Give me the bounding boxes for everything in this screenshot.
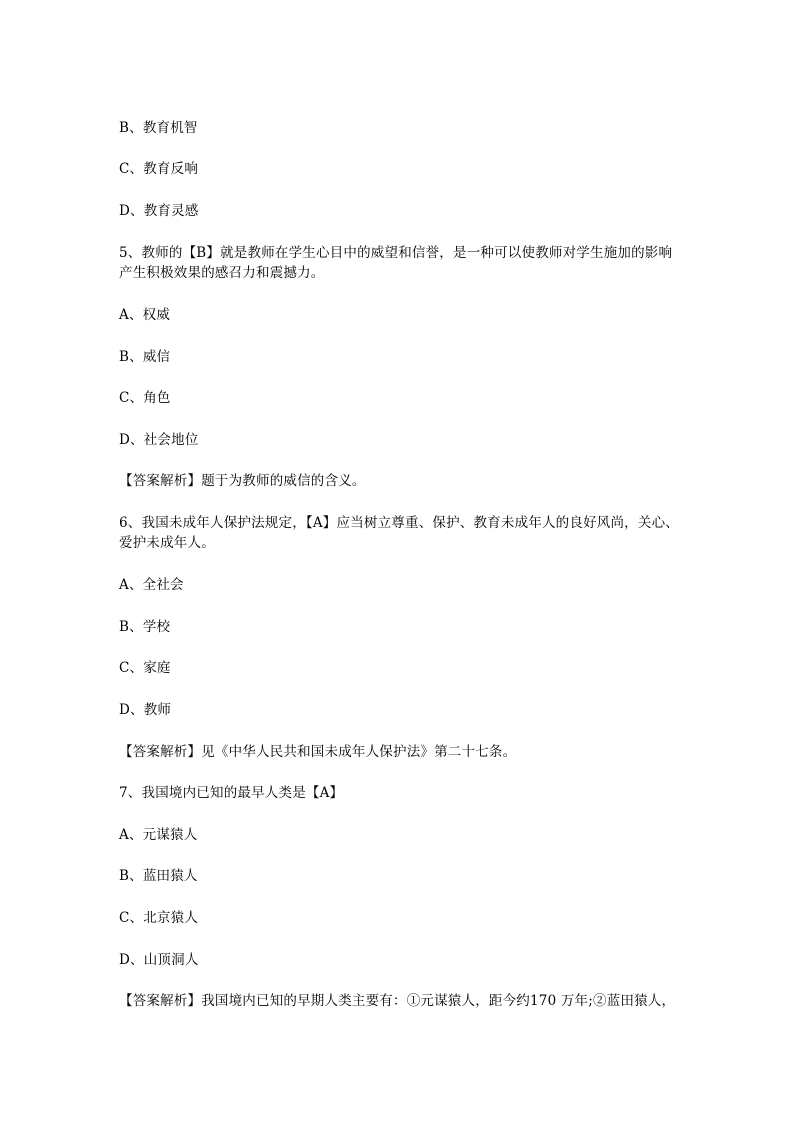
answer-explanation: 【答案解析】题于为教师的威信的含义。 — [119, 473, 366, 489]
option-c: C、家庭 — [119, 660, 171, 676]
option-b: B、教育机智 — [119, 120, 198, 136]
answer-explanation: 【答案解析】我国境内已知的早期人类主要有：①元谋猿人，距今约170 万年;②蓝田猿人， — [119, 993, 676, 1009]
question-5: 5、教师的【B】就是教师在学生心目中的威望和信誉，是一种可以使教师对学生施加的影响产生积极效果的感召力和震撼力。 — [119, 245, 673, 281]
option-d: D、教育灵感 — [119, 203, 199, 219]
option-b: B、蓝田猿人 — [119, 868, 198, 884]
option-d: D、教师 — [119, 702, 172, 718]
option-a: A、全社会 — [119, 577, 184, 593]
option-a: A、元谋猿人 — [119, 827, 198, 843]
option-a: A、权威 — [119, 307, 171, 323]
question-6: 6、我国未成年人保护法规定，【A】应当树立尊重、保护、教育未成年人的良好风尚，关心、爱护未成年人。 — [119, 515, 679, 551]
option-d: D、社会地位 — [119, 432, 199, 448]
answer-explanation: 【答案解析】见《中华人民共和国未成年人保护法》第二十七条。 — [119, 744, 517, 760]
option-b: B、学校 — [119, 619, 171, 635]
question-7: 7、我国境内已知的最早人类是【A】 — [119, 785, 344, 801]
option-b: B、威信 — [119, 349, 171, 365]
option-c: C、北京猿人 — [119, 910, 199, 926]
option-c: C、教育反响 — [119, 161, 199, 177]
option-d: D、山顶洞人 — [119, 952, 199, 968]
option-c: C、角色 — [119, 390, 171, 406]
